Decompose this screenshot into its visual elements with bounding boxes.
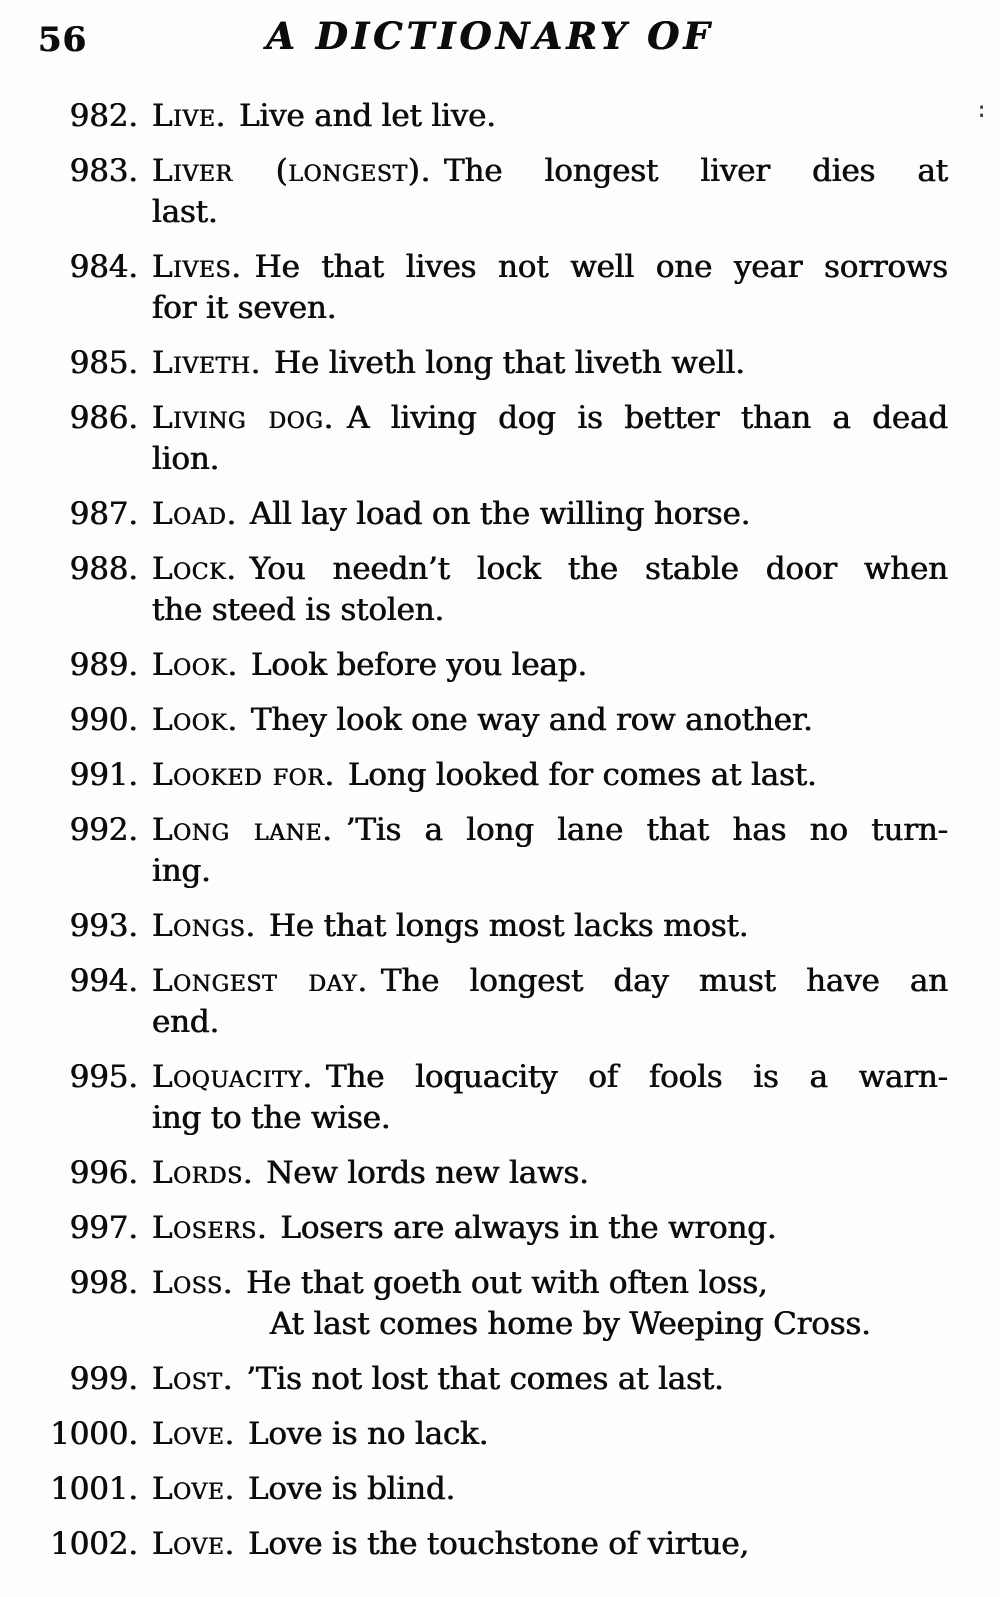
entry-text: He liveth long that liveth well. xyxy=(274,345,745,381)
entry-headword: Looked for. xyxy=(152,757,335,793)
dictionary-entry xyxy=(0,700,1000,741)
entry-text: The longest day must have an xyxy=(380,963,948,999)
dictionary-entry xyxy=(0,151,1000,233)
dictionary-entry xyxy=(0,343,1000,384)
entry-headword: Love. xyxy=(152,1526,236,1562)
entry-text: New lords new laws. xyxy=(266,1155,589,1191)
entry-number: 987. xyxy=(69,496,138,532)
entry-headword: Live. xyxy=(152,98,227,134)
dictionary-entry xyxy=(0,906,1000,947)
entry-text: Live and let live. xyxy=(239,98,496,134)
dictionary-entry xyxy=(0,494,1000,535)
entry-number: 996. xyxy=(69,1155,138,1191)
entry-headword: Liver (longest). xyxy=(152,153,432,189)
entry-text: ’Tis a long lane that has no turn- xyxy=(345,812,948,848)
dictionary-entry xyxy=(0,1359,1000,1400)
entry-number: 984. xyxy=(69,249,138,285)
entry-number: 999. xyxy=(69,1361,138,1397)
entry-text-continuation: At last comes home by Weeping Cross. xyxy=(270,1306,871,1342)
entry-headword: Love. xyxy=(152,1416,236,1452)
entry-number: 991. xyxy=(69,757,138,793)
entry-headword: Look. xyxy=(152,647,238,683)
entry-number: 994. xyxy=(69,963,138,999)
entry-text: Love is no lack. xyxy=(248,1416,489,1452)
entry-text: ’Tis not lost that comes at last. xyxy=(246,1361,724,1397)
dictionary-entry xyxy=(0,1208,1000,1249)
entry-number: 998. xyxy=(69,1265,138,1301)
dictionary-entry xyxy=(0,549,1000,631)
entry-number: 986. xyxy=(69,400,138,436)
entry-headword: Lords. xyxy=(152,1155,254,1191)
dictionary-entry xyxy=(0,1263,1000,1345)
entry-headword: Loquacity. xyxy=(152,1059,313,1095)
entry-headword: Long lane. xyxy=(152,812,333,848)
entry-text-continuation: the steed is stolen. xyxy=(152,592,445,628)
entry-text-continuation: ing to the wise. xyxy=(152,1100,391,1136)
entry-number: 988. xyxy=(69,551,138,587)
dictionary-entry xyxy=(0,1414,1000,1455)
entry-number: 1002. xyxy=(50,1526,138,1562)
entry-text-continuation: last. xyxy=(152,194,218,230)
dictionary-entry xyxy=(0,645,1000,686)
entry-text-continuation: ing. xyxy=(152,853,211,889)
entry-number: 983. xyxy=(69,153,138,189)
running-title: A DICTIONARY OF xyxy=(266,14,714,58)
entry-number: 985. xyxy=(69,345,138,381)
entry-headword: Liveth. xyxy=(152,345,262,381)
entry-text: Look before you leap. xyxy=(250,647,588,683)
entry-headword: Load. xyxy=(152,496,238,532)
entry-number: 993. xyxy=(69,908,138,944)
entry-text: He that lives not well one year sorrows xyxy=(254,249,948,285)
entry-number: 989. xyxy=(69,647,138,683)
entry-number: 1001. xyxy=(50,1471,138,1507)
entry-text-continuation: for it seven. xyxy=(152,290,337,326)
entry-number: 982. xyxy=(69,98,138,134)
entry-text: The loquacity of fools is a warn- xyxy=(326,1059,948,1095)
entry-text: The longest liver dies at xyxy=(444,153,949,189)
entry-number: 997. xyxy=(69,1210,138,1246)
dictionary-entry xyxy=(0,1057,1000,1139)
entry-text-continuation: lion. xyxy=(152,441,220,477)
dictionary-entry xyxy=(0,1524,1000,1565)
entry-headword: Longest day. xyxy=(152,963,368,999)
entry-text: All lay load on the willing horse. xyxy=(250,496,751,532)
entry-text: A living dog is better than a dead xyxy=(347,400,948,436)
entry-text: Love is the touchstone of virtue, xyxy=(248,1526,750,1562)
scan-speck: : xyxy=(975,98,989,123)
entry-list xyxy=(0,96,1000,1579)
page-header xyxy=(0,14,1000,74)
dictionary-entry xyxy=(0,1153,1000,1194)
dictionary-entry xyxy=(0,755,1000,796)
entry-number: 995. xyxy=(69,1059,138,1095)
entry-headword: Living dog. xyxy=(152,400,335,436)
dictionary-entry xyxy=(0,961,1000,1043)
entry-headword: Loss. xyxy=(152,1265,234,1301)
entry-text: He that longs most lacks most. xyxy=(269,908,749,944)
dictionary-entry xyxy=(0,810,1000,892)
entry-headword: Lives. xyxy=(152,249,242,285)
dictionary-entry xyxy=(0,96,1000,137)
entry-number: 1000. xyxy=(50,1416,138,1452)
entry-text-continuation: end. xyxy=(152,1004,220,1040)
dictionary-entry xyxy=(0,247,1000,329)
page-number: 56 xyxy=(38,20,88,60)
entry-text: He that goeth out with often loss, xyxy=(246,1265,768,1301)
dictionary-entry xyxy=(0,398,1000,480)
entry-text: Losers are always in the wrong. xyxy=(280,1210,777,1246)
entry-headword: Longs. xyxy=(152,908,256,944)
entry-text: Love is blind. xyxy=(248,1471,456,1507)
dictionary-entry xyxy=(0,1469,1000,1510)
entry-text: You needn’t lock the stable door when xyxy=(249,551,948,587)
entry-number: 990. xyxy=(69,702,138,738)
entry-headword: Losers. xyxy=(152,1210,268,1246)
entry-headword: Lock. xyxy=(152,551,237,587)
entry-number: 992. xyxy=(69,812,138,848)
entry-text: Long looked for comes at last. xyxy=(347,757,817,793)
entry-text: They look one way and row another. xyxy=(250,702,813,738)
entry-headword: Look. xyxy=(152,702,238,738)
entry-headword: Love. xyxy=(152,1471,236,1507)
entry-headword: Lost. xyxy=(152,1361,234,1397)
